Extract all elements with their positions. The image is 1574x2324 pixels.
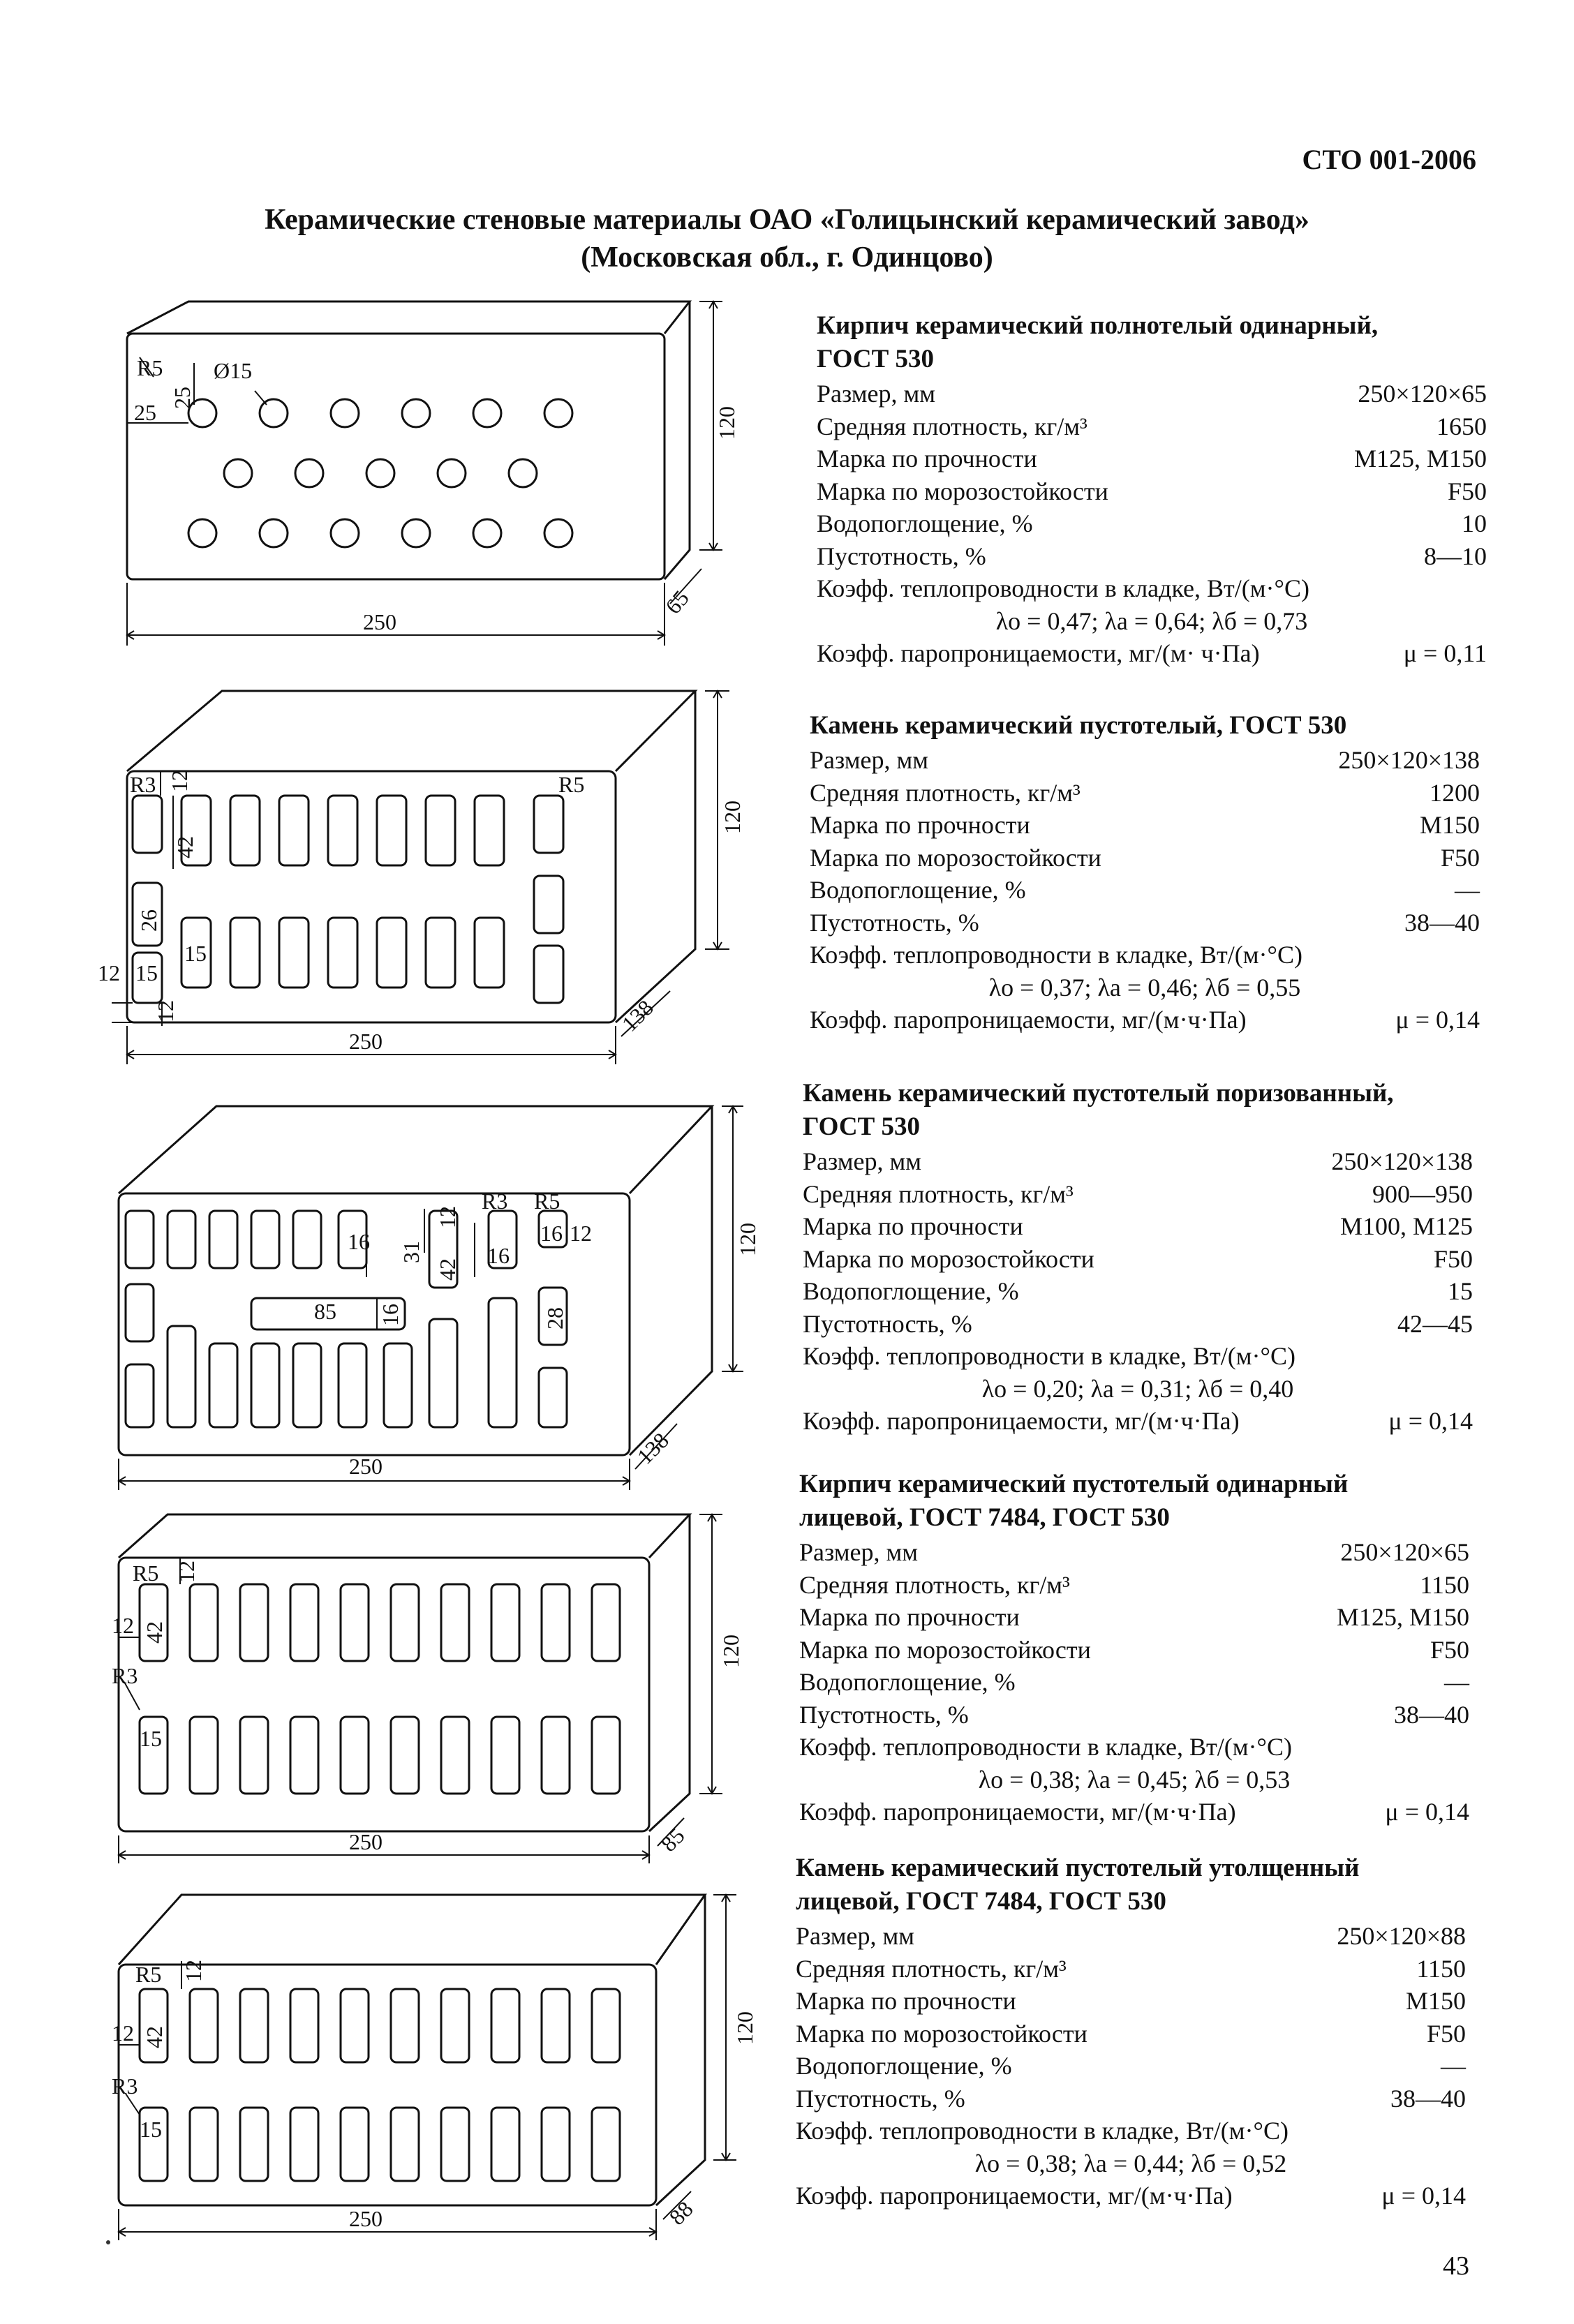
dim-depth: 85 [655,1822,690,1856]
spec-label: Водопоглощение, % [796,2052,1012,2080]
spec-value: F50 [1433,1244,1473,1273]
permeability-label: Коэфф. паропроницаемости, мг/(м·ч·Па) [796,2182,1233,2210]
dim-42: 42 [142,2026,167,2048]
dim-r3: R3 [112,2073,138,2099]
spec-label: Пустотность, % [803,1309,972,1338]
permeability-value: μ = 0,14 [1385,1798,1469,1826]
dim-85: 85 [314,1299,336,1324]
heading-line-2: (Московская обл., г. Одинцово) [581,241,993,274]
dim-12-b: 12 [570,1221,592,1246]
spec-row [810,842,1480,874]
dim-length: 250 [363,609,396,634]
spec-label: Марка по прочности [799,1603,1020,1631]
spec-label: Марка по прочности [796,1987,1016,2015]
spec-value: 250×120×65 [1340,1538,1469,1566]
spec-value: 10 [1462,509,1487,537]
spec-value: F50 [1440,843,1480,872]
permeability-value: μ = 0,14 [1395,1006,1480,1034]
spec-row [803,1178,1473,1211]
spec-row [810,874,1480,907]
spec-label: Пустотность, % [817,542,986,570]
spec-value: М150 [1405,1987,1466,2015]
spec-label: Размер, мм [803,1147,922,1175]
spec-label: Водопоглощение, % [799,1668,1016,1696]
dim-length: 250 [349,2206,383,2231]
dim-depth: 138 [632,1427,674,1469]
drawing-porous-stone [112,1089,761,1494]
spec-value: 1150 [1420,1570,1469,1599]
permeability-row [817,637,1487,670]
spec-row [796,2050,1466,2083]
spec-label: Марка по прочности [810,811,1030,839]
spec-row [803,1275,1473,1308]
spec-row [810,744,1480,777]
conductivity-label: Коэфф. теплопроводности в кладке, Вт/(м·°С) [799,1733,1292,1761]
spec-label: Средняя плотность, кг/м³ [810,778,1081,807]
spec-label: Размер, мм [817,380,936,408]
dim-height: 120 [732,2011,757,2045]
spec-row [803,1243,1473,1276]
spec-row [810,777,1480,810]
spec-value: 250×120×88 [1337,1922,1466,1950]
spec-label: Водопоглощение, % [803,1277,1019,1305]
permeability-value: μ = 0,14 [1381,2182,1466,2210]
conductivity-label: Коэфф. теплопроводности в кладке, Вт/(м·°С) [803,1342,1295,1370]
spec-label: Марка по прочности [803,1212,1023,1240]
spec-row [817,540,1487,573]
dim-12-top: 12 [181,1960,206,1982]
spec-row [799,1601,1469,1634]
dim-26: 26 [136,909,161,932]
spec-row [817,378,1487,410]
spec-value: М100, М125 [1339,1212,1473,1240]
spec-row [799,1569,1469,1602]
dim-12-top: 12 [167,770,192,792]
spec-value: F50 [1447,477,1487,505]
spec-value: 1200 [1430,778,1480,807]
spec-row [796,1953,1466,1986]
spec-value: М150 [1419,811,1480,839]
spec-value: F50 [1430,1635,1469,1664]
spec-row [817,410,1487,443]
product-title: Камень керамический пустотелый утолщенный [796,1854,1360,1882]
spec-row [799,1699,1469,1731]
permeability-value: μ = 0,14 [1388,1407,1473,1435]
dim-height: 120 [714,406,739,440]
dim-depth: 88 [664,2196,698,2230]
dim-15: 15 [140,1726,162,1751]
product-title-cont: лицевой, ГОСТ 7484, ГОСТ 530 [799,1503,1170,1532]
spec-label: Пустотность, % [810,908,979,937]
dim-16-b: 16 [487,1243,510,1268]
spec-value: F50 [1426,2019,1466,2048]
spec-label: Марка по морозостойкости [803,1244,1094,1273]
product-title-cont: ГОСТ 530 [817,345,934,373]
dim-r3: R3 [482,1189,508,1214]
permeability-label: Коэфф. паропроницаемости, мг/(м·ч·Па) [810,1006,1247,1034]
spec-row [796,2083,1466,2115]
dim-12-a: 12 [435,1206,460,1228]
product-title-cont: ГОСТ 530 [803,1112,920,1141]
spec-value: М125, М150 [1353,445,1487,472]
dim-height: 120 [718,1634,743,1668]
drawing-solid-brick [112,293,761,656]
dim-r3: R3 [112,1663,138,1688]
dim-16-a: 16 [348,1229,370,1254]
conductivity-values: λо = 0,38; λа = 0,44; λб = 0,52 [974,2149,1287,2177]
dim-height: 120 [720,800,745,834]
dim-42: 42 [142,1621,167,1644]
spec-solid-brick [817,311,1487,670]
spec-value: 42—45 [1397,1309,1473,1338]
page-number: 43 [1443,2251,1469,2281]
spec-row [817,507,1487,540]
conductivity-label: Коэфф. теплопроводности в кладке, Вт/(м·°С) [810,941,1302,969]
spec-label: Пустотность, % [796,2084,965,2113]
spec-porous-stone [803,1078,1473,1438]
conductivity-values: λо = 0,38; λа = 0,45; λб = 0,53 [978,1765,1291,1794]
conductivity-label: Коэфф. теплопроводности в кладке, Вт/(м·°С) [796,2117,1289,2145]
spec-value: — [1441,2052,1466,2080]
spec-facing-brick [799,1469,1469,1828]
dim-25-vertical: 25 [170,387,195,409]
spec-label: Размер, мм [796,1922,915,1950]
spec-label: Размер, мм [810,746,929,774]
spec-label: Марка по морозостойкости [817,477,1108,505]
spec-label: Марка по морозостойкости [810,843,1101,872]
dim-depth: 65 [660,585,694,619]
scan-dot [106,2240,110,2244]
page-heading [0,201,1574,276]
spec-row [799,1536,1469,1569]
spec-value: 15 [1448,1277,1473,1305]
spec-label: Марка по прочности [817,445,1037,472]
spec-label: Средняя плотность, кг/м³ [796,1954,1067,1983]
dim-r5: R5 [137,355,163,380]
conductivity-values: λо = 0,20; λа = 0,31; λб = 0,40 [981,1374,1294,1403]
dim-12-left: 12 [112,2020,134,2046]
spec-value: 1150 [1416,1954,1466,1983]
spec-value: 38—40 [1394,1700,1469,1729]
spec-value: 1650 [1436,412,1487,440]
spec-value: — [1455,876,1480,904]
dim-42: 42 [172,836,198,858]
spec-label: Средняя плотность, кг/м³ [803,1179,1074,1208]
document-code: СТО 001-2006 [1302,144,1476,175]
conductivity-values: λо = 0,47; λа = 0,64; λб = 0,73 [995,606,1308,635]
spec-row [796,2018,1466,2050]
spec-row [796,1920,1466,1953]
dim-height: 120 [735,1223,760,1256]
spec-row [796,1985,1466,2018]
dim-16-d: 16 [378,1304,403,1326]
product-title: Кирпич керамический полнотелый одинарный, [817,311,1379,340]
spec-label: Марка по морозостойкости [796,2019,1087,2048]
spec-hollow-stone [810,710,1480,1036]
spec-value: 38—40 [1404,908,1480,937]
dim-31: 31 [399,1241,424,1263]
spec-row [817,475,1487,508]
drawing-thick-facing-stone [112,1884,761,2247]
dim-depth: 138 [616,995,658,1036]
spec-value: 250×120×138 [1331,1147,1473,1175]
permeability-row [796,2180,1466,2212]
spec-label: Водопоглощение, % [810,876,1026,904]
spec-value: — [1444,1668,1469,1696]
product-title-cont: лицевой, ГОСТ 7484, ГОСТ 530 [796,1887,1166,1916]
dim-15-slot: 15 [135,960,158,985]
spec-row [810,809,1480,842]
conductivity-label: Коэфф. теплопроводности в кладке, Вт/(м·°С) [817,574,1309,602]
spec-row [803,1210,1473,1243]
spec-thick-facing-stone [796,1853,1466,2212]
spec-label: Пустотность, % [799,1700,969,1729]
spec-row [799,1634,1469,1667]
spec-row [810,907,1480,939]
dim-r5: R5 [133,1560,159,1586]
heading-line-1: Керамические стеновые материалы ОАО «Голицынский керамический завод» [265,204,1309,236]
dim-12-bottom: 12 [153,1000,178,1022]
dim-12-top: 12 [174,1560,199,1583]
dim-16-c: 16 [540,1221,563,1246]
conductivity-values: λо = 0,37; λа = 0,46; λб = 0,55 [988,973,1301,1001]
dim-25-horizontal: 25 [134,400,156,425]
spec-label: Водопоглощение, % [817,509,1033,537]
dim-length: 250 [349,1829,383,1854]
spec-value: 900—950 [1372,1179,1473,1208]
dim-15-wall: 15 [184,941,207,966]
spec-row [803,1308,1473,1341]
spec-row [803,1145,1473,1178]
spec-value: М125, М150 [1336,1603,1469,1631]
permeability-label: Коэфф. паропроницаемости, мг/(м·ч·Па) [803,1407,1240,1435]
spec-label: Средняя плотность, кг/м³ [799,1570,1070,1599]
spec-row [817,442,1487,475]
dim-12-left: 12 [98,960,120,985]
dim-length: 250 [349,1454,383,1479]
spec-label: Размер, мм [799,1538,919,1566]
dim-length: 250 [349,1029,383,1054]
spec-value: 8—10 [1424,542,1487,570]
dim-r3: R3 [130,772,156,797]
permeability-label: Коэфф. паропроницаемости, мг/(м·ч·Па) [799,1798,1236,1826]
spec-value: 250×120×65 [1358,380,1487,408]
spec-label: Марка по морозостойкости [799,1635,1091,1664]
permeability-value: μ = 0,11 [1403,639,1487,667]
dim-15: 15 [140,2117,162,2142]
product-title: Камень керамический пустотелый поризованный, [803,1079,1394,1108]
permeability-row [803,1405,1473,1438]
spec-label: Средняя плотность, кг/м³ [817,412,1087,440]
dim-r5: R5 [558,772,585,797]
dim-12-left: 12 [112,1613,134,1638]
permeability-row [799,1796,1469,1828]
dim-r5: R5 [135,1962,162,1987]
dim-28: 28 [542,1307,567,1329]
permeability-label: Коэфф. паропроницаемости, мг/(м· ч·Па) [817,639,1260,667]
spec-row [799,1666,1469,1699]
dim-r5: R5 [534,1189,560,1214]
dim-42: 42 [435,1258,460,1281]
spec-value: 38—40 [1390,2084,1466,2113]
drawing-facing-brick [112,1500,761,1870]
permeability-row [810,1004,1480,1036]
dim-diameter-15: Ø15 [214,358,253,383]
drawing-hollow-stone [98,680,761,1071]
product-title: Камень керамический пустотелый, ГОСТ 530 [810,711,1347,740]
spec-value: 250×120×138 [1338,746,1480,774]
product-title: Кирпич керамический пустотелый одинарный [799,1470,1349,1498]
